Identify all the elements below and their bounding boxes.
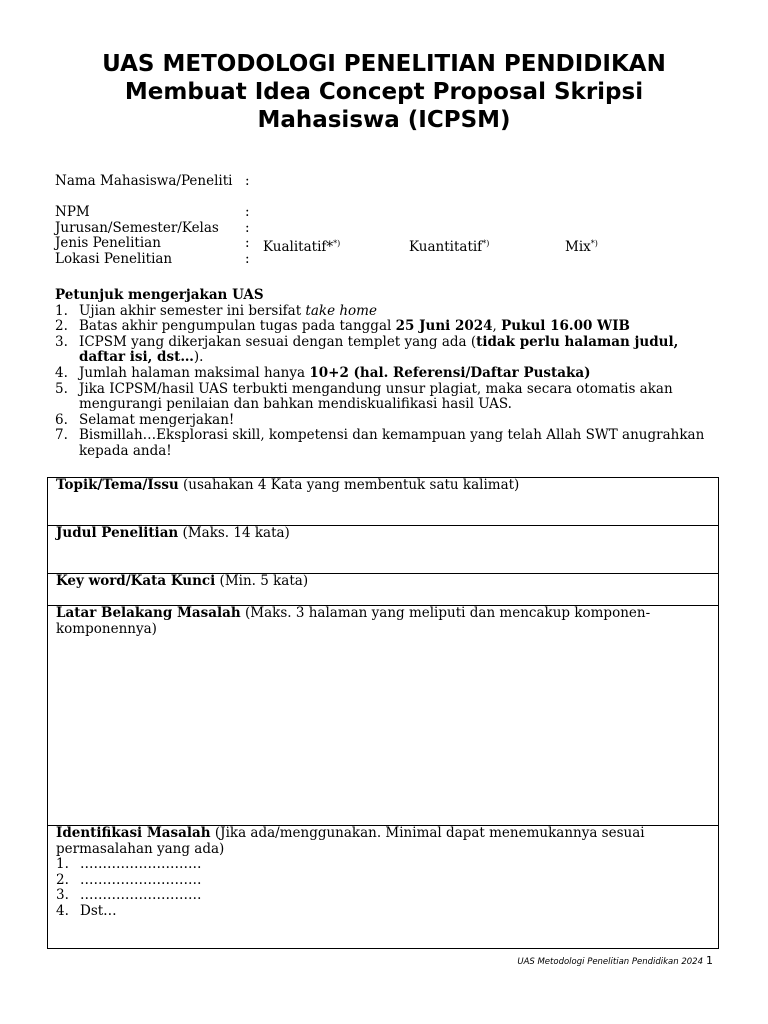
- list-item: [56, 873, 710, 889]
- list-number: 1.: [56, 856, 69, 873]
- field-identifikasi-masalah[interactable]: [48, 826, 718, 948]
- deadline-time: Pukul 16.00 WIB: [501, 318, 630, 335]
- colon: :: [245, 219, 250, 236]
- field-topik-label: Topik/Tema/Issu: [56, 477, 179, 493]
- label-lokasi: Lokasi Penelitian: [55, 250, 173, 267]
- superscript: *): [590, 239, 598, 249]
- field-identifikasi-label: Identifikasi Masalah: [56, 825, 211, 841]
- instruction-item-4: [55, 366, 725, 382]
- instruction-item-3: [55, 335, 725, 366]
- item-number: 5.: [55, 380, 68, 397]
- list-text: Dst…: [80, 902, 117, 919]
- page-number: 1: [706, 954, 713, 967]
- option-kuantitatif-label: Kuantitatif: [409, 239, 483, 256]
- option-mix-label: Mix: [565, 239, 591, 256]
- instruction-item-6: [55, 413, 725, 429]
- field-latar-note: (Maks. 3 halaman yang meliputi dan mencakup komponen-komponennya): [56, 605, 651, 637]
- option-kuantitatif: [409, 236, 489, 256]
- item-number: 1.: [55, 302, 68, 319]
- page-footer: [517, 954, 713, 967]
- instruction-text: Jumlah halaman maksimal hanya: [79, 364, 310, 381]
- identifikasi-list: [56, 857, 710, 919]
- instructions-heading: Petunjuk mengerjakan UAS: [55, 287, 264, 303]
- instruction-item-7: [55, 428, 725, 459]
- instruction-emphasis: tidak perlu halaman judul, daftar isi, dst…: [79, 333, 679, 366]
- list-text: ………………………: [80, 887, 202, 904]
- title-line-2: Membuat Idea Concept Proposal Skripsi: [124, 79, 644, 105]
- field-judul[interactable]: [48, 526, 718, 574]
- list-text: ………………………: [80, 856, 202, 873]
- option-kualitatif: [263, 236, 340, 256]
- instruction-text: Jika ICPSM/hasil UAS terbukti mengandung unsur plagiat, maka secara otomatis akan mengurangi penilaian dan bahkan mendiskualifikasi hasil UAS.: [79, 380, 673, 413]
- field-keyword[interactable]: [48, 574, 718, 606]
- list-number: 3.: [56, 887, 69, 904]
- label-jenis: Jenis Penelitian: [55, 235, 161, 252]
- field-judul-note: (Maks. 14 kata): [178, 525, 290, 541]
- field-latar-label: Latar Belakang Masalah: [56, 605, 241, 621]
- label-nama: Nama Mahasiswa/Peneliti: [55, 173, 233, 189]
- field-keyword-note: (Min. 5 kata): [215, 573, 309, 589]
- instruction-text: ).: [193, 349, 204, 366]
- colon: :: [245, 250, 250, 267]
- title-line-1: UAS METODOLOGI PENELITIAN PENDIDIKAN: [102, 51, 666, 77]
- item-number: 2.: [55, 318, 68, 335]
- list-item: [56, 904, 710, 920]
- label-npm: NPM: [55, 204, 90, 221]
- title-line-3: Mahasiswa (ICPSM): [257, 107, 511, 133]
- instruction-item-1: [55, 304, 725, 320]
- list-number: 2.: [56, 871, 69, 888]
- deadline-date: 25 Juni 2024: [395, 318, 493, 335]
- superscript: *): [333, 239, 341, 249]
- option-kualitatif-label: Kualitatif*: [263, 239, 334, 256]
- instruction-text: ,: [492, 318, 502, 335]
- list-text: ………………………: [80, 871, 202, 888]
- item-number: 4.: [55, 364, 68, 381]
- proposal-form-table: [47, 477, 719, 949]
- instructions-list: [55, 304, 725, 460]
- list-item: [56, 888, 710, 904]
- field-topik-note: (usahakan 4 Kata yang membentuk satu kalimat): [178, 477, 520, 493]
- footer-text: UAS Metodologi Penelitian Pendidikan 2024: [517, 957, 703, 967]
- instruction-item-5: [55, 382, 725, 413]
- instruction-item-2: [55, 319, 725, 335]
- item-number: 7.: [55, 427, 68, 444]
- colon: :: [245, 204, 250, 221]
- instruction-text: ICPSM yang dikerjakan sesuai dengan templet yang ada (: [79, 333, 477, 350]
- field-topik[interactable]: [48, 478, 718, 526]
- colon: :: [245, 173, 250, 189]
- instruction-text: Selamat mengerjakan!: [79, 411, 235, 428]
- instruction-emphasis: 10+2 (hal. Referensi/Daftar Pustaka): [309, 364, 591, 381]
- document-title: [0, 50, 768, 134]
- item-number: 6.: [55, 411, 68, 428]
- list-number: 4.: [56, 902, 69, 919]
- item-number: 3.: [55, 333, 68, 350]
- field-keyword-label: Key word/Kata Kunci: [56, 573, 216, 589]
- superscript: *): [482, 239, 490, 249]
- option-mix: [565, 236, 598, 256]
- instruction-emphasis: take home: [305, 302, 377, 319]
- instruction-text: Batas akhir pengumpulan tugas pada tanggal: [79, 318, 396, 335]
- field-latar-belakang[interactable]: [48, 606, 718, 826]
- colon: :: [245, 235, 250, 252]
- instruction-text: Ujian akhir semester ini bersifat: [79, 302, 306, 319]
- instruction-text: Bismillah…Eksplorasi skill, kompetensi dan kemampuan yang telah Allah SWT anugrahkan kepada anda!: [79, 427, 705, 459]
- label-jurusan: Jurusan/Semester/Kelas: [55, 219, 219, 236]
- field-identifikasi-note: (Jika ada/menggunakan. Minimal dapat menemukannya sesuai permasalahan yang ada): [56, 825, 645, 857]
- instructions: [55, 288, 725, 460]
- list-item: [56, 857, 710, 873]
- field-judul-label: Judul Penelitian: [56, 525, 179, 541]
